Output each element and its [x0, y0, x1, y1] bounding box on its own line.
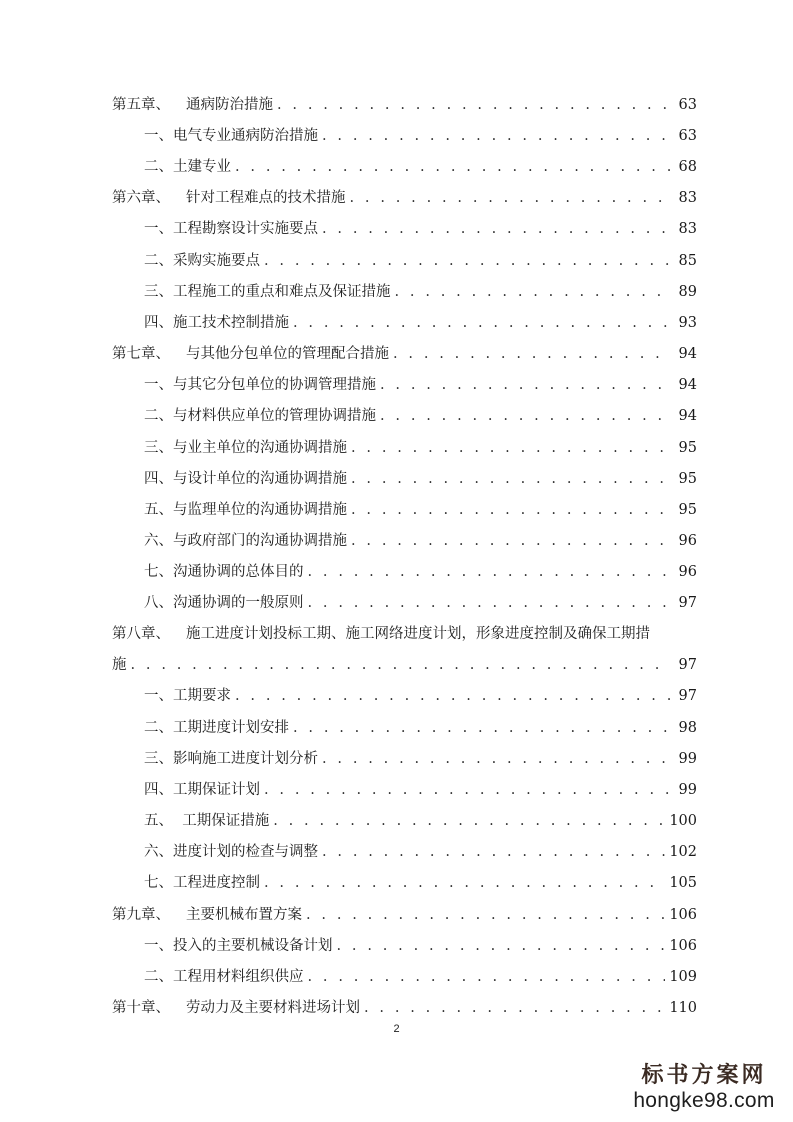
toc-page-number: 83 — [678, 221, 697, 237]
toc-entry-line — [144, 809, 697, 833]
dot-leader — [395, 280, 672, 304]
toc-entry-section — [0, 560, 793, 584]
toc-entry-section — [0, 311, 793, 335]
toc-title: 三、影响施工进度计划分析 — [144, 751, 318, 767]
toc-title: 五、与监理单位的沟通协调措施 — [144, 502, 347, 518]
toc-chapter-label: 第九章、 — [112, 907, 170, 923]
toc-entry-line — [144, 373, 697, 397]
toc-title-group — [144, 684, 231, 708]
toc-page-number: 83 — [678, 190, 697, 206]
toc-entry-section — [0, 124, 793, 148]
toc-entry-line — [144, 436, 697, 460]
toc-entry-line — [144, 747, 697, 771]
toc-title: 二、采购实施要点 — [144, 253, 260, 269]
toc-page-number: 96 — [678, 533, 697, 549]
toc-title: 四、施工技术控制措施 — [144, 315, 289, 331]
toc-title-group — [144, 809, 269, 833]
dot-leader — [380, 404, 671, 428]
toc-entry-section — [0, 217, 793, 241]
toc-title-group — [144, 404, 376, 428]
toc-page-number: 68 — [678, 159, 697, 175]
toc-title: 一、电气专业通病防治措施 — [144, 128, 318, 144]
toc-entry-section — [0, 404, 793, 428]
toc-title: 三、与业主单位的沟通协调措施 — [144, 440, 347, 456]
toc-title-group — [144, 467, 347, 491]
toc-title-group — [144, 591, 304, 615]
toc-page-number: 99 — [678, 751, 697, 767]
dot-leader — [131, 653, 672, 677]
toc-title: 二、工程用材料组织供应 — [144, 969, 304, 985]
toc-entry-section — [0, 529, 793, 553]
toc-chapter-label: 第五章、 — [112, 97, 170, 113]
toc-entry-line — [112, 342, 697, 366]
toc-entry-section — [0, 809, 793, 833]
toc-page-number: 94 — [678, 408, 697, 424]
toc-title: 与其他分包单位的管理配合措施 — [186, 346, 389, 362]
dot-leader — [293, 716, 671, 740]
dot-leader — [235, 155, 671, 179]
dot-leader — [308, 965, 666, 989]
toc-page-number: 85 — [678, 253, 697, 269]
toc-title-group — [112, 903, 302, 927]
watermark-url: hongke98.com — [633, 1089, 775, 1112]
toc-title: 二、土建专业 — [144, 159, 231, 175]
toc-page-number: 97 — [678, 657, 697, 673]
dot-leader — [350, 186, 672, 210]
toc-entry-chapter — [0, 186, 793, 210]
dot-leader — [322, 124, 671, 148]
toc-entry-line — [144, 560, 697, 584]
toc-entry-line — [144, 280, 697, 304]
toc-title: 六、进度计划的检查与调整 — [144, 844, 318, 860]
toc-page-number: 96 — [678, 564, 697, 580]
toc-chapter-label: 第六章、 — [112, 190, 170, 206]
dot-leader — [235, 684, 671, 708]
toc-title-group — [144, 965, 304, 989]
toc-entry-section — [0, 840, 793, 864]
toc-title: 通病防治措施 — [186, 97, 273, 113]
toc-page-number: 97 — [678, 688, 697, 704]
toc-entry-section — [0, 249, 793, 273]
toc-title: 二、工期进度计划安排 — [144, 720, 289, 736]
toc-title-group — [144, 124, 318, 148]
toc-entry-section — [0, 436, 793, 460]
dot-leader — [322, 840, 665, 864]
toc-title-group — [144, 560, 304, 584]
toc-entry-line — [144, 498, 697, 522]
toc-entry-line — [144, 684, 697, 708]
toc-entry-line — [112, 996, 697, 1020]
toc-entry-line — [144, 249, 697, 273]
toc-title-group — [144, 840, 318, 864]
toc-title-group — [144, 155, 231, 179]
toc-title-group — [144, 871, 260, 895]
toc-title-group — [144, 217, 318, 241]
toc-entry-line — [144, 778, 697, 802]
toc-entry-text — [112, 622, 650, 646]
toc-entry-chapter — [0, 93, 793, 117]
toc-entry-section — [0, 155, 793, 179]
toc-title: 针对工程难点的技术措施 — [186, 190, 346, 206]
dot-leader — [264, 778, 671, 802]
toc-entry-line — [144, 124, 697, 148]
dot-leader — [308, 560, 672, 584]
toc-entry-line — [144, 404, 697, 428]
toc-page-number: 95 — [678, 502, 697, 518]
toc-entry-line — [112, 903, 697, 927]
toc-entry-line — [144, 591, 697, 615]
toc-page-number: 63 — [678, 97, 697, 113]
toc-title: 二、与材料供应单位的管理协调措施 — [144, 408, 376, 424]
toc-page-number: 102 — [669, 844, 697, 860]
dot-leader — [351, 467, 671, 491]
toc-page-number: 110 — [669, 1000, 697, 1016]
toc-entry-section — [0, 280, 793, 304]
toc-title-group — [144, 934, 333, 958]
toc-entry-chapter — [0, 342, 793, 366]
toc-entry-chapter — [0, 622, 793, 646]
dot-leader — [337, 934, 666, 958]
toc-title: 五、 工期保证措施 — [144, 813, 270, 829]
toc-entry-section — [0, 747, 793, 771]
toc-title-group — [144, 280, 391, 304]
toc-title-group — [144, 529, 347, 553]
toc-page-number: 106 — [669, 938, 697, 954]
toc-title: 七、工程进度控制 — [144, 875, 260, 891]
toc-entry-section — [0, 871, 793, 895]
toc-entry-section — [0, 498, 793, 522]
watermark-title: 标书方案网 — [641, 1062, 767, 1088]
toc-entry-chapter-cont — [0, 653, 793, 677]
toc-entry-line — [112, 93, 697, 117]
toc-title: 六、与政府部门的沟通协调措施 — [144, 533, 347, 549]
toc-page-number: 95 — [678, 471, 697, 487]
toc-title: 四、工期保证计划 — [144, 782, 260, 798]
toc-page-number: 106 — [669, 907, 697, 923]
dot-leader — [380, 373, 671, 397]
toc-entry-section — [0, 684, 793, 708]
toc-entry-section — [0, 965, 793, 989]
toc-title: 一、投入的主要机械设备计划 — [144, 938, 333, 954]
dot-leader — [293, 311, 671, 335]
toc-title-group — [144, 373, 376, 397]
toc-entry-line — [112, 653, 697, 677]
toc-chapter-label: 第十章、 — [112, 1000, 170, 1016]
dot-leader — [322, 217, 671, 241]
toc-entry-line — [144, 217, 697, 241]
toc-title-group — [144, 311, 289, 335]
dot-leader — [308, 591, 672, 615]
toc-entry-line — [144, 155, 697, 179]
toc-title: 三、工程施工的重点和难点及保证措施 — [144, 284, 391, 300]
toc-chapter-label: 第八章、 — [112, 626, 170, 642]
toc-title: 劳动力及主要材料进场计划 — [186, 1000, 360, 1016]
toc-page-number: 95 — [678, 440, 697, 456]
dot-leader — [351, 436, 671, 460]
toc-title: 八、沟通协调的一般原则 — [144, 595, 304, 611]
toc-page-number: 100 — [669, 813, 697, 829]
toc-entry-line — [144, 934, 697, 958]
dot-leader — [364, 996, 665, 1020]
toc-title: 一、工期要求 — [144, 688, 231, 704]
dot-leader — [351, 529, 671, 553]
toc-entry-line — [144, 965, 697, 989]
toc-page-number: 94 — [678, 377, 697, 393]
page-number: 2 — [393, 1023, 400, 1035]
toc-entry-line — [144, 716, 697, 740]
toc-entry-section — [0, 716, 793, 740]
toc-title: 一、与其它分包单位的协调管理措施 — [144, 377, 376, 393]
toc-page-number: 99 — [678, 782, 697, 798]
toc-entry-section — [0, 934, 793, 958]
toc-title-group — [112, 93, 273, 117]
toc-title: 施工进度计划投标工期、施工网络进度计划，形象进度控制及确保工期措 — [186, 626, 650, 642]
toc-title-group — [144, 716, 289, 740]
toc-chapter-label: 第七章、 — [112, 346, 170, 362]
toc-entry-chapter — [0, 996, 793, 1020]
toc-page-number: 93 — [678, 315, 697, 331]
toc-title: 四、与设计单位的沟通协调措施 — [144, 471, 347, 487]
toc-page-number: 94 — [678, 346, 697, 362]
dot-leader — [393, 342, 671, 366]
toc-entry-section — [0, 591, 793, 615]
toc-title-group — [144, 778, 260, 802]
toc-title-group — [144, 498, 347, 522]
toc-page-number: 97 — [678, 595, 697, 611]
toc-title-cont: 施 — [112, 657, 127, 673]
toc-entry-line — [112, 186, 697, 210]
toc-page-number: 98 — [678, 720, 697, 736]
watermark — [629, 1062, 779, 1114]
toc-title-group — [112, 186, 346, 210]
toc-title: 七、沟通协调的总体目的 — [144, 564, 304, 580]
toc-entry-section — [0, 778, 793, 802]
toc-entry-line — [144, 311, 697, 335]
toc-title: 一、工程勘察设计实施要点 — [144, 221, 318, 237]
dot-leader — [351, 498, 671, 522]
toc-entry-chapter — [0, 903, 793, 927]
dot-leader — [306, 903, 665, 927]
toc-entry-line — [144, 840, 697, 864]
toc-entry-line — [144, 467, 697, 491]
dot-leader — [264, 249, 671, 273]
toc-page-number: 105 — [669, 875, 697, 891]
toc-title-group — [112, 342, 389, 366]
toc-title: 主要机械布置方案 — [186, 907, 302, 923]
dot-leader — [264, 871, 665, 895]
toc-page-number: 89 — [678, 284, 697, 300]
toc-title-group — [144, 747, 318, 771]
toc-entry-section — [0, 373, 793, 397]
toc-entry-line — [144, 529, 697, 553]
toc-page-number: 109 — [669, 969, 697, 985]
dot-leader — [273, 809, 665, 833]
toc-title-group — [144, 436, 347, 460]
toc-entry-section — [0, 467, 793, 491]
dot-leader — [322, 747, 671, 771]
toc-page-number: 63 — [678, 128, 697, 144]
toc-title-group — [112, 996, 360, 1020]
toc-title-group — [144, 249, 260, 273]
toc-entry-line — [144, 871, 697, 895]
dot-leader — [277, 93, 671, 117]
